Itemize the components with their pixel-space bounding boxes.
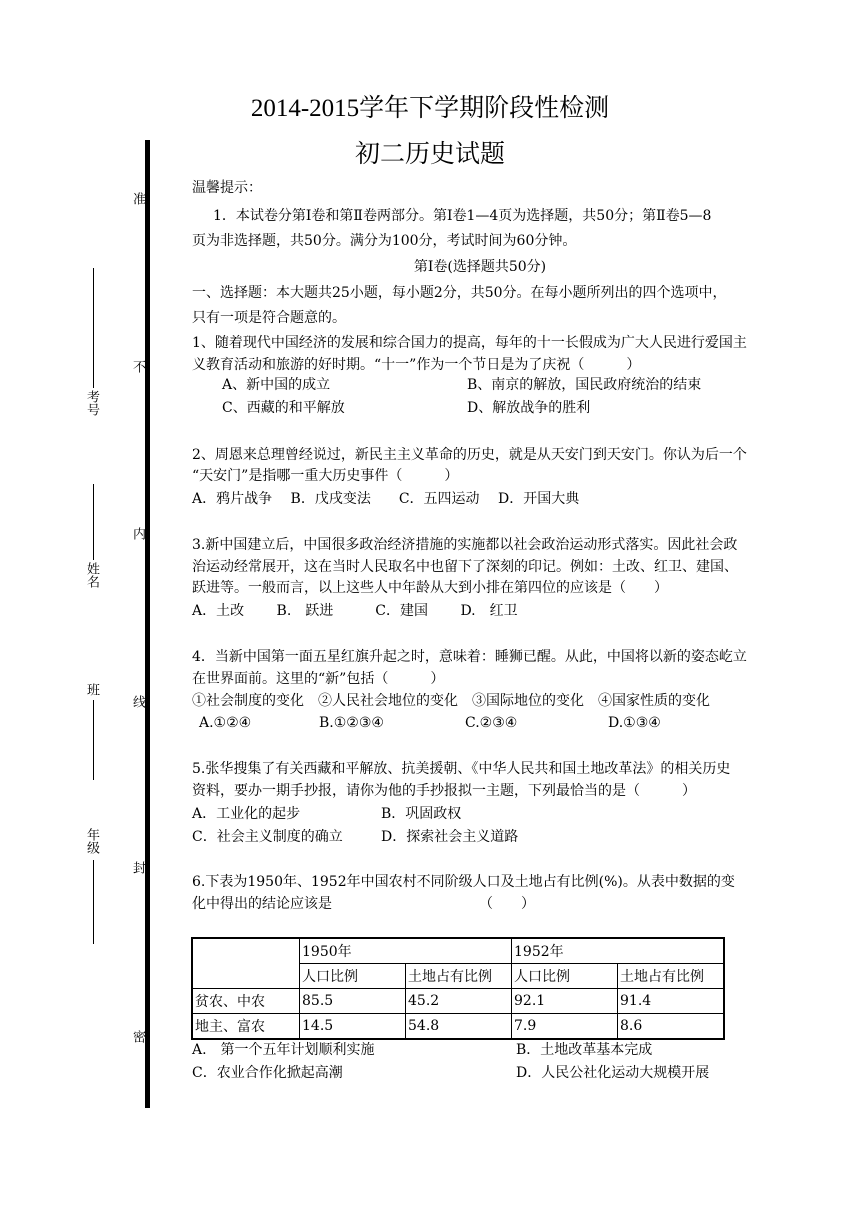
q3-stem-3: 跃进等。一般而言，以上这些人中年龄从大到小排在第四位的应该是（ ）	[192, 580, 668, 596]
q3-options[interactable]: A．土改 B. 跃进 C．建国 D. 红卫	[192, 603, 518, 619]
q5-stem-2: 资料，要办一期手抄报，请你为他的手抄报拟一主题，下列最恰当的是（ ）	[192, 783, 696, 799]
exam-title: 2014-2015学年下学期阶段性检测	[250, 95, 610, 122]
seal-char-bu: 不	[130, 360, 145, 373]
table-cell: 45.2	[406, 989, 512, 1014]
q5-option-c[interactable]: C．社会主义制度的确立	[192, 829, 343, 845]
table-header-1950: 1950年	[300, 938, 512, 964]
q1-stem-1: 1、随着现代中国经济的发展和综合国力的提高，每年的十一长假成为广大人民进行爱国主	[192, 335, 747, 351]
table-cell: 54.8	[406, 1014, 512, 1040]
q6-stem-1: 6.下表为1950年、1952年中国农村不同阶级人口及土地占有比例(%)。从表中数据的变	[192, 874, 735, 890]
exam-number-label: 考号	[84, 390, 99, 416]
table-header-1952: 1952年	[512, 938, 725, 964]
q4-stem-2: 在世界面前。这里的“新”包括（ ）	[192, 671, 445, 687]
table-cell: 14.5	[300, 1014, 406, 1040]
table-cell: 91.4	[618, 989, 725, 1014]
table-col-land-1950: 土地占有比例	[406, 964, 512, 989]
q1-option-c[interactable]: C、西藏的和平解放	[222, 400, 345, 416]
section-heading: 第Ⅰ卷(选择题共50分)	[413, 259, 547, 275]
q5-option-a[interactable]: A．工业化的起步	[192, 806, 301, 822]
seal-char-feng: 封	[130, 861, 145, 874]
table-cell: 7.9	[512, 1014, 618, 1040]
q4-stem-1: 4．当新中国第一面五星红旗升起之时，意味着：睡狮已醒。从此，中国将以新的姿态屹立	[192, 649, 747, 665]
tip-line-1: 1．本试卷分第Ⅰ卷和第Ⅱ卷两部分。第Ⅰ卷1—4页为选择题，共50分；第Ⅱ卷5—8	[213, 208, 712, 224]
q6-option-a[interactable]: A. 第一个五年计划顺利实施	[192, 1042, 375, 1058]
q4-items: ①社会制度的变化 ②人民社会地位的变化 ③国际地位的变化 ④国家性质的变化	[192, 693, 710, 709]
q6-option-d[interactable]: D．人民公社化运动大规模开展	[516, 1065, 710, 1081]
land-ratio-table	[191, 937, 725, 1040]
q2-stem-2: “天安门”是指哪一重大历史事件（ ）	[192, 468, 459, 484]
table-cell: 8.6	[618, 1014, 725, 1040]
q6-option-b[interactable]: B．土地改革基本完成	[516, 1042, 653, 1058]
exam-subtitle: 初二历史试题	[354, 141, 505, 168]
seal-char-zhun: 准	[130, 192, 145, 205]
q5-stem-1: 5.张华搜集了有关西藏和平解放、抗美援朝、《中华人民共和国土地改革法》的相关历史	[192, 761, 731, 777]
q1-option-b[interactable]: B、南京的解放，国民政府统治的结束	[467, 377, 702, 393]
part1-line-1: 一、选择题：本大题共25小题，每小题2分，共50分。在每小题所列出的四个选项中，	[192, 285, 727, 301]
grade-line[interactable]	[93, 860, 94, 944]
q2-options[interactable]: A．鸦片战争 B．戊戌变法 C．五四运动 D．开国大典	[192, 491, 580, 507]
tip-line-2: 页为非选择题，共50分。满分为100分，考试时间为60分钟。	[192, 233, 577, 249]
table-cell: 85.5	[300, 989, 406, 1014]
grade-label: 年级	[84, 828, 99, 854]
table-corner	[192, 938, 300, 989]
table-row	[192, 1014, 724, 1040]
table-col-pop-1950: 人口比例	[300, 964, 406, 989]
name-label: 姓名	[84, 562, 99, 588]
q1-stem-2: 义教育活动和旅游的好时期。“十一”作为一个节日是为了庆祝（ ）	[192, 357, 641, 373]
table-row	[192, 989, 724, 1014]
q4-option-b[interactable]: B.①②③④	[319, 715, 384, 731]
seal-char-mi: 密	[130, 1030, 145, 1043]
q1-option-d[interactable]: D、解放战争的胜利	[467, 400, 591, 416]
row-label: 地主、富农	[192, 1014, 300, 1040]
tip-label: 温馨提示：	[192, 180, 262, 196]
q3-stem-2: 治运动经常展开，这在当时人民取名中也留下了深刻的印记。例如：土改、红卫、建国、	[192, 559, 738, 575]
q1-option-a[interactable]: A、新中国的成立	[222, 377, 331, 393]
class-line[interactable]	[93, 700, 94, 780]
table-col-land-1952: 土地占有比例	[618, 964, 725, 989]
q2-stem-1: 2、周恩来总理曾经说过，新民主主义革命的历史，就是从天安门到天安门。你认为后一个	[192, 447, 747, 463]
seal-char-nei: 内	[130, 527, 145, 540]
row-label: 贫农、中农	[192, 989, 300, 1014]
q3-stem-1: 3.新中国建立后，中国很多政治经济措施的实施都以社会政治运动形式落实。因此社会政	[192, 537, 738, 553]
table-cell: 92.1	[512, 989, 618, 1014]
seal-char-xian: 线	[130, 695, 145, 708]
q4-option-a[interactable]: A.①②④	[199, 715, 252, 731]
class-label: 班	[84, 683, 99, 696]
q5-option-d[interactable]: D．探索社会主义道路	[381, 829, 519, 845]
q5-option-b[interactable]: B．巩固政权	[381, 806, 462, 822]
name-line[interactable]	[93, 484, 94, 560]
part1-line-2: 只有一项是符合题意的。	[192, 310, 346, 326]
q6-option-c[interactable]: C．农业合作化掀起高潮	[192, 1065, 343, 1081]
binding-line	[145, 140, 150, 1108]
q4-option-c[interactable]: C.②③④	[465, 715, 518, 731]
q6-stem-2: 化中得出的结论应该是 （ ）	[192, 896, 535, 912]
table-col-pop-1952: 人口比例	[512, 964, 618, 989]
exam-number-line[interactable]	[93, 268, 94, 388]
q4-option-d[interactable]: D.①③④	[608, 715, 661, 731]
